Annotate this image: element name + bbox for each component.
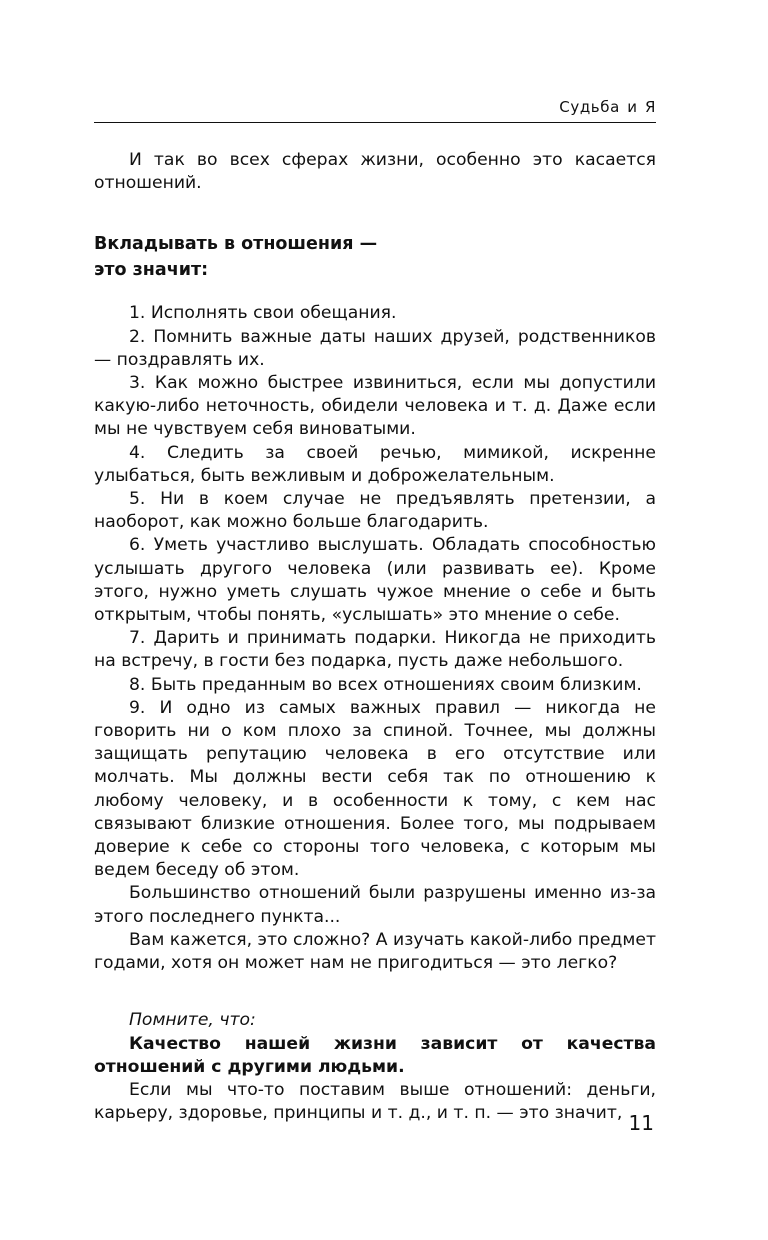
closing-paragraph: Если мы что-то поставим выше отношений: деньги, карьеру, здоровье, принципы и т. д., и т. п. — это значит, (94, 1079, 656, 1124)
page-number: 11 (628, 1111, 654, 1135)
list-item-9: 9. И одно из самых важных правил — никогда не говорить ни о ком плохо за спиной. Точнее, мы должны защищать репутацию человека в его отсутствие или молчать. Мы должны вести себя так по отношению к любому человеку, и в особенности к тому, с кем нас связывают близкие отношения. Более того, мы подрываем доверие к себе со стороны того человека, с которым мы ведем беседу об этом. (94, 697, 656, 881)
section-heading (94, 231, 656, 283)
list-item-8: 8. Быть преданным во всех отношениях своим близким. (129, 674, 642, 695)
list-item-7: 7. Дарить и принимать подарки. Никогда не приходить на встречу, в гости без подарка, пусть даже небольшого. (94, 628, 656, 672)
numbered-list (94, 302, 656, 882)
list-item-5: 5. Ни в коем случае не предъявлять претензии, а наоборот, как можно больше благодарить. (94, 489, 656, 533)
summary-paragraph-1: Большинство отношений были разрушены именно из-за этого последнего пункта... (94, 883, 656, 927)
section-heading-line-1: Вкладывать в отношения — (94, 234, 378, 255)
section-heading-line-2: это значит: (94, 260, 209, 281)
list-item-2: 2. Помнить важные даты наших друзей, родственников — поздравлять их. (94, 326, 656, 370)
key-statement: Качество нашей жизни зависит от качества отношений с другими людьми. (94, 1033, 656, 1077)
summary-paragraph-2: Вам кажется, это сложно? А изучать какой-либо предмет годами, хотя он может нам не пригодиться — это легко? (94, 929, 656, 974)
intro-paragraph: И так во всех сферах жизни, особенно это касается отношений. (94, 150, 656, 194)
list-item-6: 6. Уметь участливо выслушать. Обладать способностью услышать другого человека (или развивать ее). Кроме этого, нужно уметь слушать чужое мнение о себе и быть открытым, чтобы понять, «услышать» это мнение о себе. (94, 535, 656, 626)
list-item-4: 4. Следить за своей речью, мимикой, искренне улыбаться, быть вежливым и доброжелательным. (94, 442, 656, 486)
book-page (94, 0, 656, 1240)
remember-label: Помните, что: (129, 1010, 256, 1031)
header-rule (94, 122, 656, 123)
list-item-3: 3. Как можно быстрее извиниться, если мы допустили какую-либо неточность, обидели человека и т. д. Даже если мы не чувствуем себя виноватыми. (94, 373, 656, 440)
list-item-1: 1. Исполнять свои обещания. (129, 303, 397, 324)
page-body (94, 149, 656, 1125)
running-head: Судьба и Я (559, 98, 656, 116)
